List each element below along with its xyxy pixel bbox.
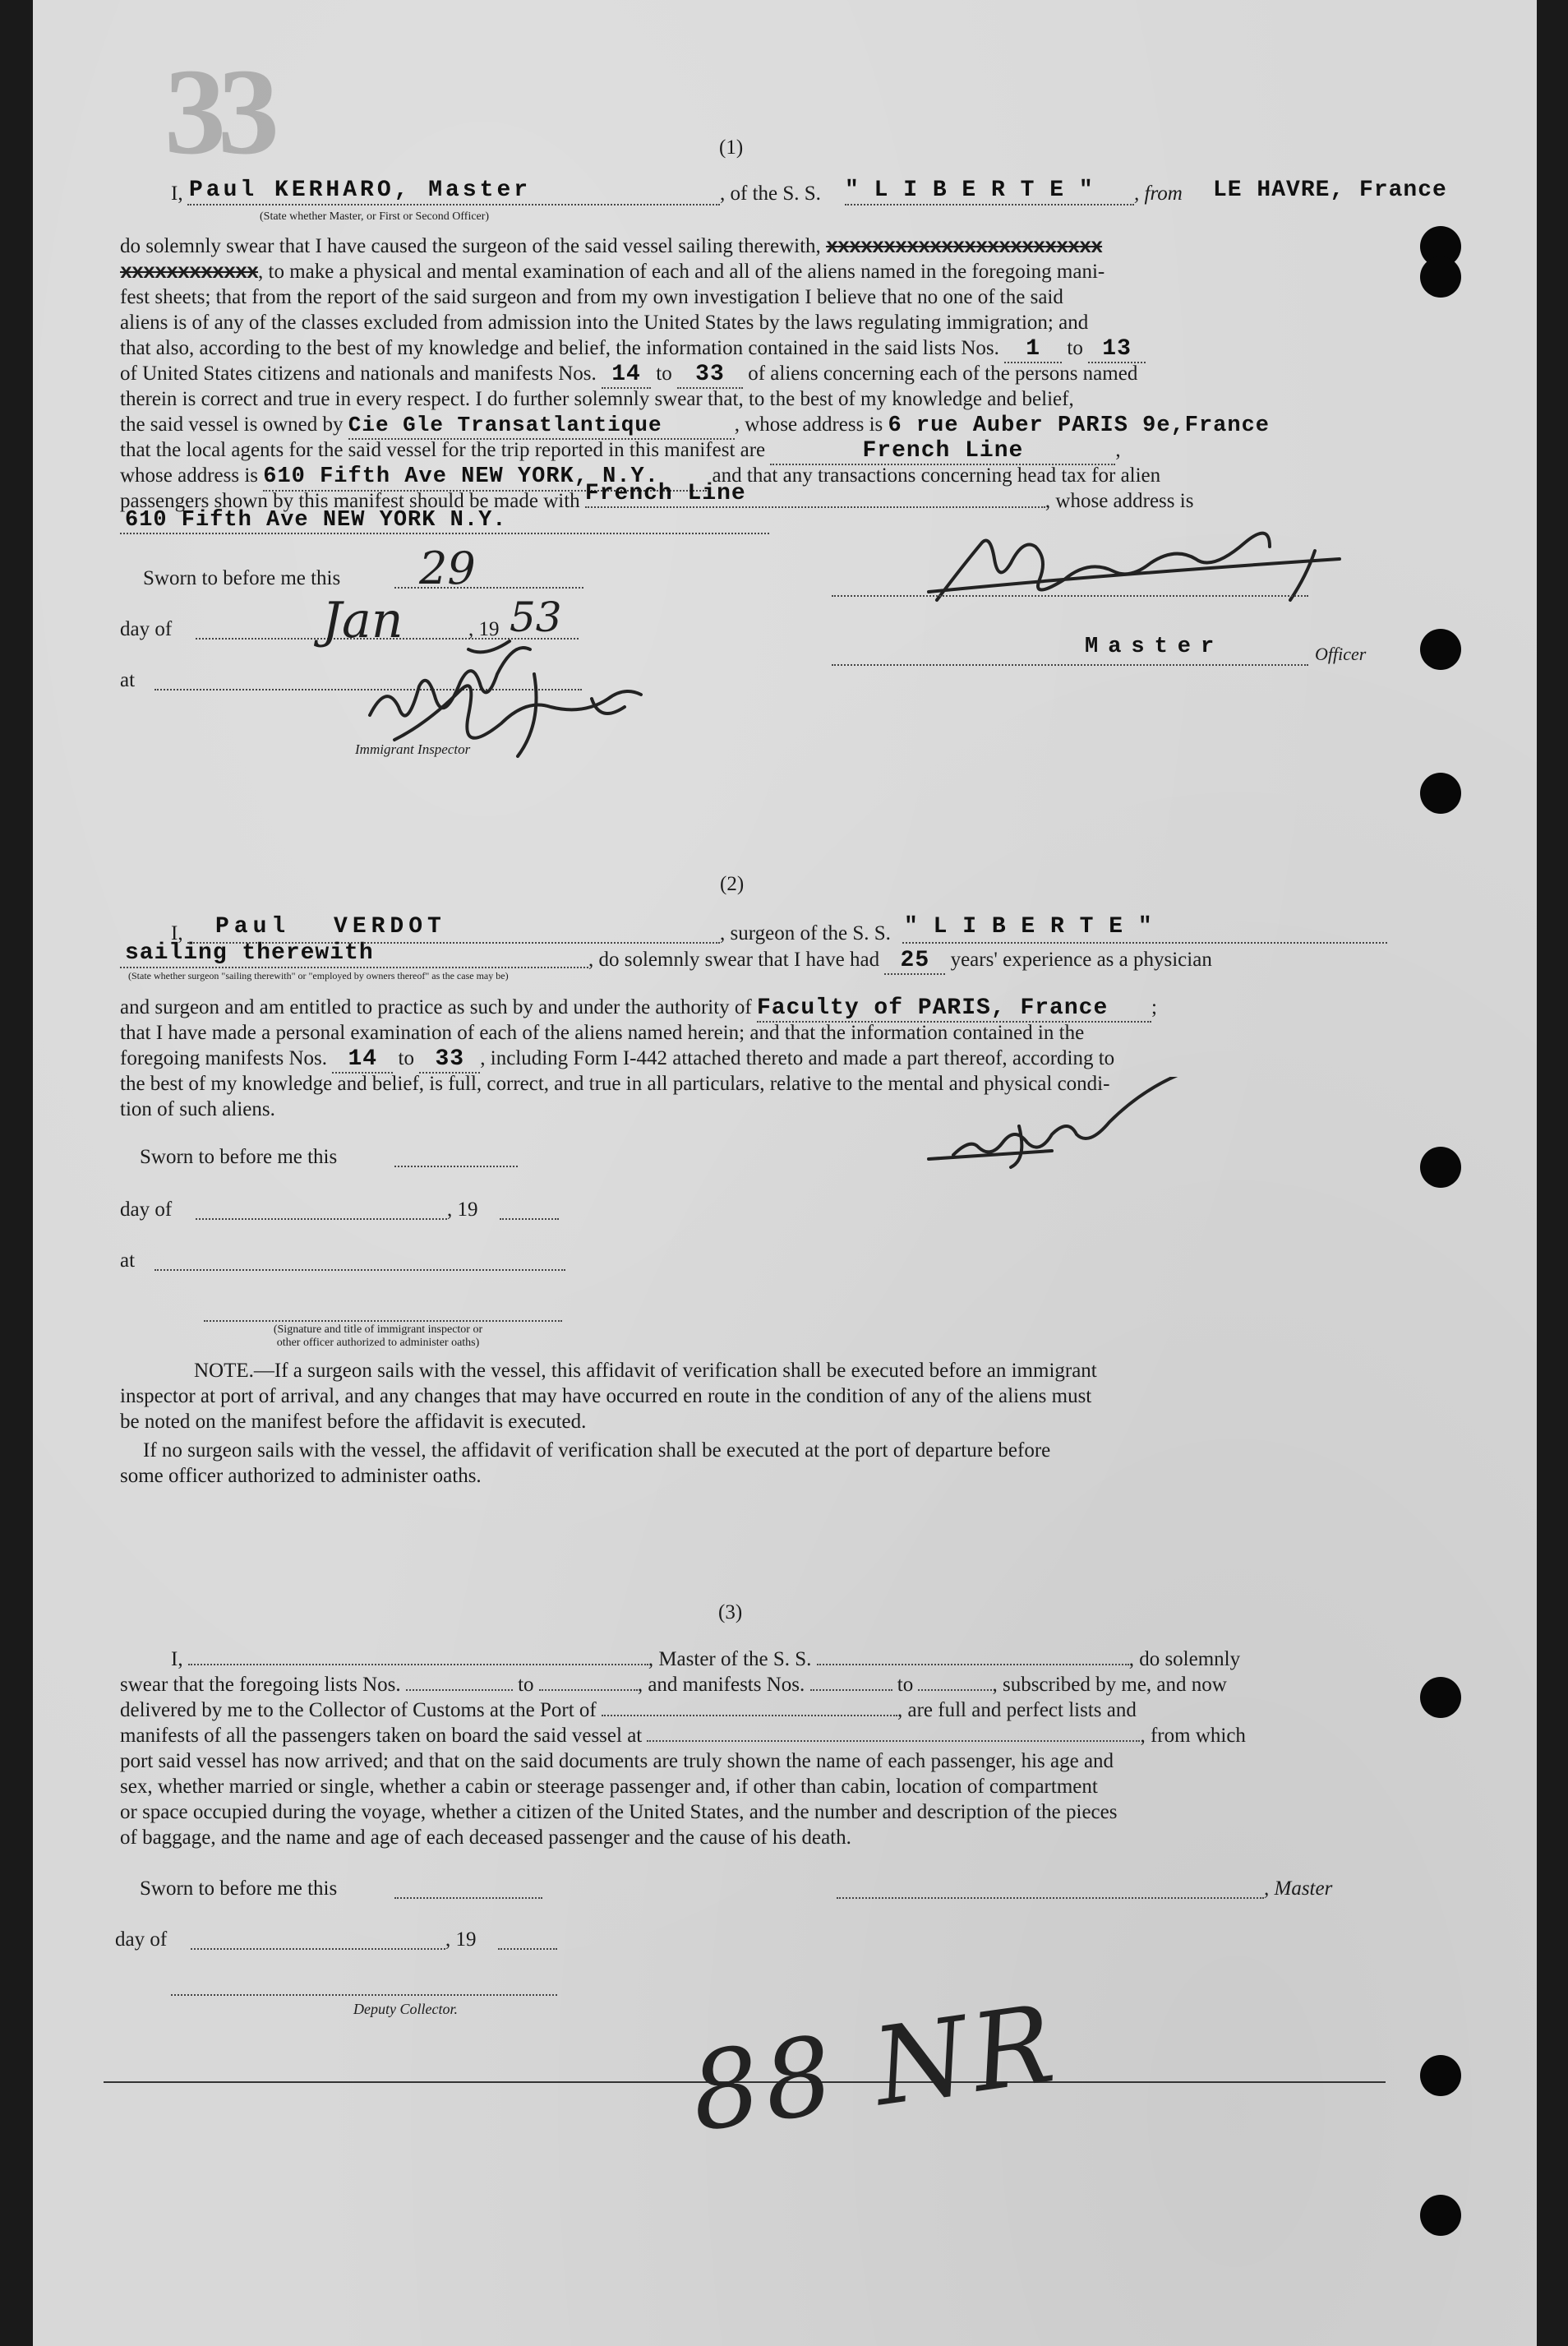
binder-hole <box>1420 629 1461 670</box>
s2-note-3: be noted on the manifest before the affidavit is executed. <box>120 1411 587 1433</box>
lists-to: 13 <box>1088 336 1146 363</box>
s2-day-of: day of <box>120 1198 173 1221</box>
s2-prefix: I, <box>171 922 183 944</box>
s2-note-5: some officer authorized to administer oaths. <box>120 1465 482 1487</box>
s2-year-line <box>500 1218 559 1220</box>
s3-sworn: Sworn to before me this <box>140 1877 338 1900</box>
s1-line-9: the said vessel is owned by Cie Gle Transatlantique , whose address is 6 rue Auber PARIS 9e,France <box>120 413 1270 438</box>
s2-surgeon-of: , surgeon of the S. S. <box>720 922 891 944</box>
master-name-note: (State whether Master, or First or Second Officer) <box>260 210 490 223</box>
binder-hole <box>1420 256 1461 298</box>
binder-hole <box>1420 2195 1461 2236</box>
s3-year-prefix: , 19 <box>445 1928 477 1951</box>
s1-line-7: of United States citizens and nationals and manifests Nos. 14 to 33 of aliens concerning each of the persons named <box>120 362 1138 387</box>
s1-day-of: day of <box>120 618 173 640</box>
s2-month-line <box>196 1218 447 1220</box>
s2-vessel-name: " L I B E R T E " <box>904 914 1153 940</box>
master-title: Master <box>1085 635 1224 659</box>
vessel-owner: Cie Gle Transatlantique <box>348 413 735 440</box>
s2-manifests-to: 33 <box>419 1046 480 1074</box>
s3-line-4: manifests of all the passengers taken on board the said vessel at , from which <box>120 1725 1246 1747</box>
binder-hole <box>1420 1677 1461 1718</box>
sailing-status-note: (State whether surgeon "sailing therewith" or "employed by owners thereof" as the case may be) <box>128 970 509 981</box>
s1-from-label: , from <box>1134 182 1183 205</box>
s3-deputy-line <box>171 1994 557 1996</box>
s1-of-ss: , of the S. S. <box>720 182 821 205</box>
s3-line-6: sex, whether married or single, whether a cabin or steerage passenger and, if other than cabin, location of compartment <box>120 1776 1098 1798</box>
master-signature <box>920 510 1364 633</box>
sailing-status-line <box>120 967 588 968</box>
s1-line-5: aliens is of any of the classes excluded from admission into the United States by the laws regulating immigration; and <box>120 312 1089 334</box>
s2-sworn-line <box>394 1166 518 1167</box>
s1-sworn: Sworn to before me this <box>143 567 341 589</box>
s1-line-10: that the local agents for the said vessel for the trip reported in this manifest are French Line , <box>120 438 1121 464</box>
surgeon-name: Paul VERDOT <box>215 914 446 940</box>
s2-note-1: NOTE.—If a surgeon sails with the vessel, this affidavit of verification shall be executed before an immigrant <box>194 1360 1097 1382</box>
section-3-number: (3) <box>718 1601 743 1623</box>
s1-at: at <box>120 669 136 691</box>
s2-year-prefix: , 19 <box>447 1198 478 1221</box>
s3-month-line <box>191 1948 445 1950</box>
s2-manifests-from: 14 <box>332 1046 393 1074</box>
section-2-number: (2) <box>720 873 745 895</box>
s2-sworn: Sworn to before me this <box>140 1146 338 1168</box>
officer-label: Officer <box>1315 644 1367 664</box>
s3-line-5: port said vessel has now arrived; and that on the said documents are truly shown the name of each passenger, his age and <box>120 1750 1114 1772</box>
manifest-affidavit-page <box>33 0 1537 2346</box>
s3-year-line <box>498 1948 557 1950</box>
s3-deputy-label: Deputy Collector. <box>353 2001 458 2017</box>
agents-address: 610 Fifth Ave NEW YORK, N.Y. <box>263 464 707 492</box>
inspector-label: Immigrant Inspector <box>355 741 471 757</box>
binder-hole <box>1420 1147 1461 1188</box>
s1-line-11: whose address is 610 Fifth Ave NEW YORK, N.Y. and that any transactions concerning head tax for alien <box>120 463 1160 492</box>
s2-note-4: If no surgeon sails with the vessel, the affidavit of verification shall be executed at the port of departure before <box>143 1439 1051 1462</box>
s3-line-3: delivered by me to the Collector of Customs at the Port of , are full and perfect lists and <box>120 1699 1137 1721</box>
vessel-name: " L I B E R T E " <box>845 178 1094 203</box>
s2-line-3: and surgeon and am entitled to practice as such by and under the authority of Faculty of PARIS, France ; <box>120 995 1157 1021</box>
s2-signature-note-2: other officer authorized to administer oaths) <box>276 1337 480 1349</box>
struck-text: xxxxxxxxxxxx <box>120 261 259 284</box>
s1-year: 53 <box>510 593 562 641</box>
s1-line-4: fest sheets; that from the report of the said surgeon and from my own investigation I believe that no one of the said <box>120 286 1063 308</box>
vessel-line <box>845 204 1134 206</box>
s3-master-line <box>837 1897 1264 1899</box>
years-experience: 25 <box>884 948 945 975</box>
s1-sworn-day: 29 <box>419 543 476 594</box>
s3-line-7: or space occupied during the voyage, whether a citizen of the United States, and the number and description of the pieces <box>120 1801 1118 1823</box>
s1-line-2: do solemnly swear that I have caused the surgeon of the said vessel sailing therewith, xxxxxxxxxxxxxxxxxxxxxxxx <box>120 235 1103 259</box>
s3-line-2: swear that the foregoing lists Nos. to , and manifests Nos. to , subscribed by me, and now <box>120 1674 1227 1696</box>
master-signature-line <box>832 595 1308 597</box>
binder-hole <box>1420 773 1461 814</box>
s2-signature-note-1: (Signature and title of immigrant inspector or <box>273 1323 483 1336</box>
s2-line-4: that I have made a personal examination of each of the aliens named herein; and that the information contained in the <box>120 1022 1085 1044</box>
local-agents: French Line <box>770 438 1115 465</box>
sailing-status: sailing therewith <box>125 940 374 966</box>
s1-line-6: that also, according to the best of my knowledge and belief, the information contained in the said lists Nos. 1 to 13 <box>120 335 1146 363</box>
faded-page-stamp: 33 <box>164 44 271 180</box>
from-place: LE HAVRE, France <box>1213 178 1447 203</box>
s2-note-2: inspector at port of arrival, and any changes that may have occurred en route in the condition of any of the aliens must <box>120 1385 1092 1407</box>
struck-text: xxxxxxxxxxxxxxxxxxxxxxxx <box>826 235 1103 259</box>
manifests-from: 14 <box>602 362 651 389</box>
owner-address: 6 rue Auber PARIS 9e,France <box>888 413 1270 438</box>
s1-prefix: I, <box>171 182 183 205</box>
s3-line-8: of baggage, and the name and age of each deceased passenger and the cause of his death. <box>120 1826 851 1849</box>
s3-sworn-line <box>394 1897 542 1899</box>
headtax-party: French Line <box>585 481 1045 508</box>
surgeon-signature <box>920 1077 1266 1175</box>
s1-month: Jan <box>322 592 404 649</box>
s2-at: at <box>120 1249 136 1272</box>
s2-vessel-line <box>902 942 1387 944</box>
manifests-to: 33 <box>677 362 743 389</box>
headtax-address-line <box>120 533 769 534</box>
master-name: Paul KERHARO, Master <box>189 178 532 203</box>
s3-line-1: I, , Master of the S. S. , do solemnly <box>171 1648 1241 1670</box>
s3-master-label: , Master <box>1264 1877 1333 1900</box>
s2-line-7: tion of such aliens. <box>120 1098 275 1120</box>
master-name-line <box>187 204 720 206</box>
s2-signature-line <box>204 1320 562 1322</box>
handwritten-mark: 88 NR <box>683 1980 1066 2156</box>
s1-line-8: therein is correct and true in every respect. I do further solemnly swear that, to the best of my knowledge and belief, <box>120 388 1074 410</box>
s2-swear-line: , do solemnly swear that I have had 25 years' experience as a physician <box>588 948 1212 973</box>
binder-hole <box>1420 2055 1461 2096</box>
headtax-address: 610 Fifth Ave NEW YORK N.Y. <box>125 508 507 533</box>
s1-year-prefix: , 19 <box>468 618 500 640</box>
s2-line-6: the best of my knowledge and belief, is full, correct, and true in all particulars, relative to the mental and physical condi- <box>120 1073 1110 1095</box>
s3-day-of: day of <box>115 1928 168 1951</box>
master-title-line <box>832 664 1308 666</box>
s2-at-line <box>154 1269 565 1271</box>
s1-line-12: passengers shown by this manifest should be made with French Line , whose address is <box>120 481 1194 512</box>
section-1-number: (1) <box>719 136 744 159</box>
s2-line-5: foregoing manifests Nos. 14 to 33 , including Form I-442 attached thereto and made a part thereof, according to <box>120 1046 1115 1072</box>
s1-line-3: xxxxxxxxxxxx, to make a physical and mental examination of each and all of the aliens named in the foregoing mani- <box>120 261 1105 284</box>
lists-from: 1 <box>1004 336 1062 363</box>
practice-authority: Faculty of PARIS, France <box>757 995 1151 1023</box>
